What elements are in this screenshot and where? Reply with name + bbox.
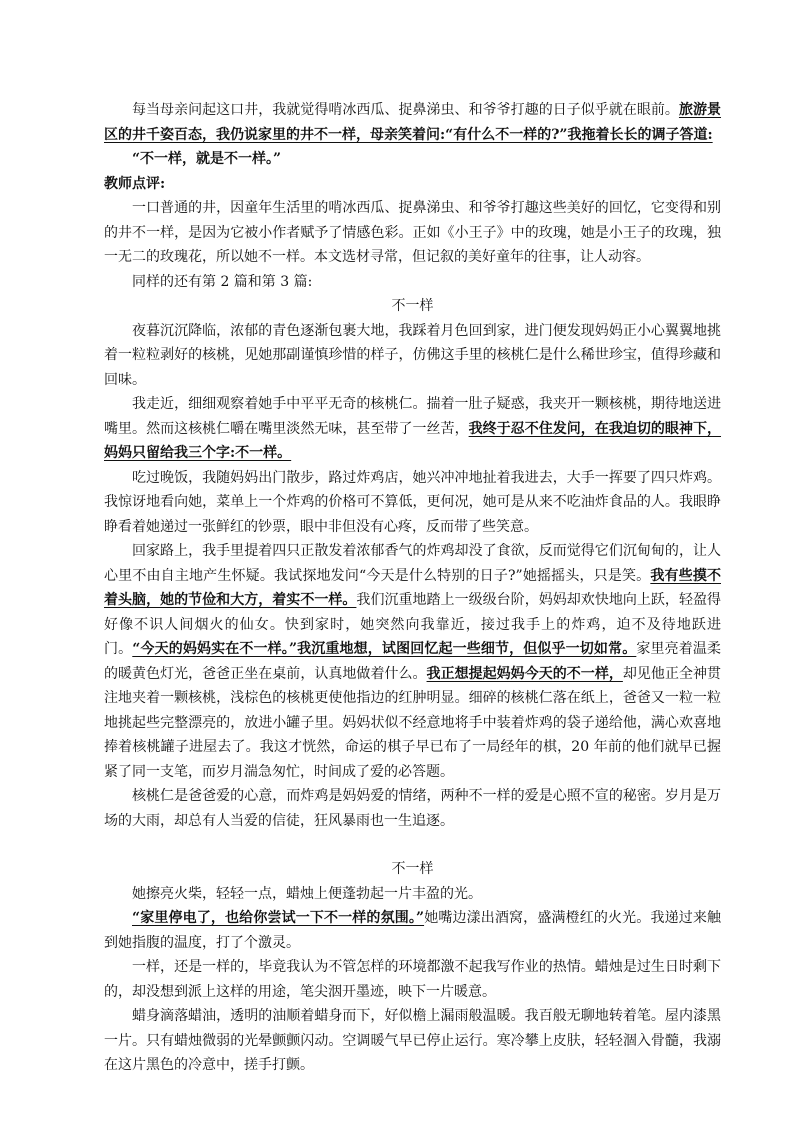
teacher-comment-label: 教师点评:: [104, 175, 166, 192]
document-page: [104, 98, 721, 1078]
paragraph: [104, 906, 721, 955]
paragraph-text: 核桃仁是爸爸爱的心意，而炸鸡是妈妈爱的情绪，两种不一样的爱是心照不宣的秘密。岁月是万场的大雨，却总有人当爱的信徒，狂风暴雨也一生追逐。: [104, 788, 721, 829]
essay-2-title: 不一样: [391, 298, 434, 314]
paragraph-text: 回家路上，我手里提着四只正散发着浓郁香气的炸鸡却没了食欲，反而觉得它们沉甸甸的，让人心里不由自主地产生怀疑。我试探地发问“今天是什么特别的日子?”她摇摇头，只是笑。: [104, 543, 721, 584]
transition-line: 同样的还有第 2 篇和第 3 篇:: [132, 273, 313, 290]
essay-3-body: [104, 882, 721, 1078]
paragraph-text: 她嘴边漾出酒窝，盛满橙红的火光。我递过来触到她指腹的温度，打了个激灵。: [104, 910, 722, 951]
underlined-emphasis: 我终于忍不住发问，在我迫切的眼神下，妈妈只留给我三个字:不一样。: [104, 420, 722, 461]
essay-3-title: 不一样: [391, 861, 434, 877]
intro-text: 每当母亲问起这口井，我就觉得啃冰西瓜、捉鼻涕虫、和爷爷打趣的日子似乎就在眼前。: [132, 102, 679, 118]
underlined-emphasis: 旅游景区的井千姿百态，我仍说家里的井不一样，母亲笑着问:“有什么不一样的?”我拖着长长的调子答道:: [104, 102, 722, 143]
intro-paragraph-2: “不一样，就是不一样。”: [132, 151, 282, 167]
paragraph-text: 她擦亮火柴，轻轻一点，蜡烛上便蓬勃起一片丰盈的光。: [132, 885, 482, 902]
paragraph-text: 蜡身滴落蜡油，透明的油顺着蜡身而下，好似檐上漏雨般温暖。我百般无聊地转着笔。屋内漆黑一片。只有蜡烛微弱的光晕颤颤闪动。空调暖气早已停止运行。寒冷攀上皮肤，轻轻涸入骨髓，我溺在这片黑色的冷意中，搓手打颤。: [104, 1008, 721, 1073]
teacher-comment: 一口普通的井，因童年生活里的啃冰西瓜、捉鼻涕虫、和爷爷打趣这些美好的回忆，它变得和别的井不一样，是因为它被小作者赋予了情感色彩。正如《小王子》中的玫瑰，她是小王子的玫瑰，独一无二的玫瑰花，所以她不一样。本文选材寻常，但记叙的美好童年的往事，让人动容。: [104, 200, 721, 265]
paragraph: [104, 319, 721, 393]
intro-paragraph-1: [104, 98, 721, 147]
underlined-emphasis: 我正想提起妈妈今天的不一样，: [426, 665, 623, 682]
underlined-emphasis: “家里停电了，也给你尝试一下不一样的氛围。”: [132, 910, 425, 926]
paragraph: [104, 955, 721, 1004]
paragraph-text: 吃过晚饭，我随妈妈出门散步，路过炸鸡店，她兴冲冲地扯着我进去，大手一挥要了四只炸鸡。我惊讶地看向她，菜单上一个炸鸡的价格可不算低，更何况，她可是从来不吃油炸食品的人。我眼睁睁看着她递过一张鲜红的钞票，眼中非但没有心疼，反而带了些笑意。: [104, 469, 721, 535]
paragraph-text: 夜暮沉沉降临，浓郁的青色逐渐包裹大地，我踩着月色回到家，进门便发现妈妈正小心翼翼地挑着一粒粒剥好的核桃，见她那副谨慎珍惜的样子，仿佛这手里的核桃仁是什么稀世珍宝，值得珍藏和回味。: [104, 322, 721, 388]
paragraph-text: 我们沉重地踏上一级级台阶，妈妈却欢快地向上跃，轻盈得好像不识人间烟火的仙女。快到家时，她突然向我靠近，接过我手上的炸鸡，迫不及待地跃进门。: [104, 592, 722, 657]
essay-2-body: [104, 319, 721, 834]
section-gap: [104, 833, 721, 857]
paragraph-text: 我走近，细细观察着她手中平平无奇的核桃仁。揣着一肚子疑惑，我夹开一颗核桃，期待地送进嘴里。然而这核桃仁嚼在嘴里淡然无味，甚至带了一丝苦，: [104, 396, 721, 437]
underlined-emphasis: “今天的妈妈实在不一样。”我沉重地想，试图回忆起一些细节，但似乎一切如常。: [132, 641, 637, 657]
paragraph: [104, 466, 721, 540]
paragraph: [104, 392, 721, 466]
paragraph-text: 家里亮着温柔的暖黄色灯光，爸爸正坐在桌前，认真地做着什么。: [104, 641, 722, 682]
paragraph: [104, 539, 721, 784]
underlined-emphasis: 我有些摸不着头脑，她的节俭和大方，着实不一样。: [104, 567, 721, 608]
paragraph: [104, 1004, 721, 1078]
paragraph-text: 却见他正全神贯注地夹着一颗核桃，浅棕色的核桃更使他指边的红肿明显。细碎的核桃仁落在纸上，爸爸又一粒一粒地挑起些完整漂亮的，放进小罐子里。妈妈状似不经意地将手中装着炸鸡的袋子递给他，满心欢喜地捧着核桃罐子进屋去了。我这才恍然，命运的棋子早已布了一局经年的棋，20 年前的他们就早已握紧了同一支笔，而岁月湍急匆忙，时间成了爱的必答题。: [104, 665, 722, 780]
paragraph: [104, 784, 721, 833]
paragraph-text: 一样，还是一样的，毕竟我认为不管怎样的环境都激不起我写作业的热情。蜡烛是过生日时剩下的，却没想到派上这样的用途，笔尖洇开墨迹，映下一片暖意。: [104, 959, 721, 1000]
paragraph: [104, 882, 721, 907]
